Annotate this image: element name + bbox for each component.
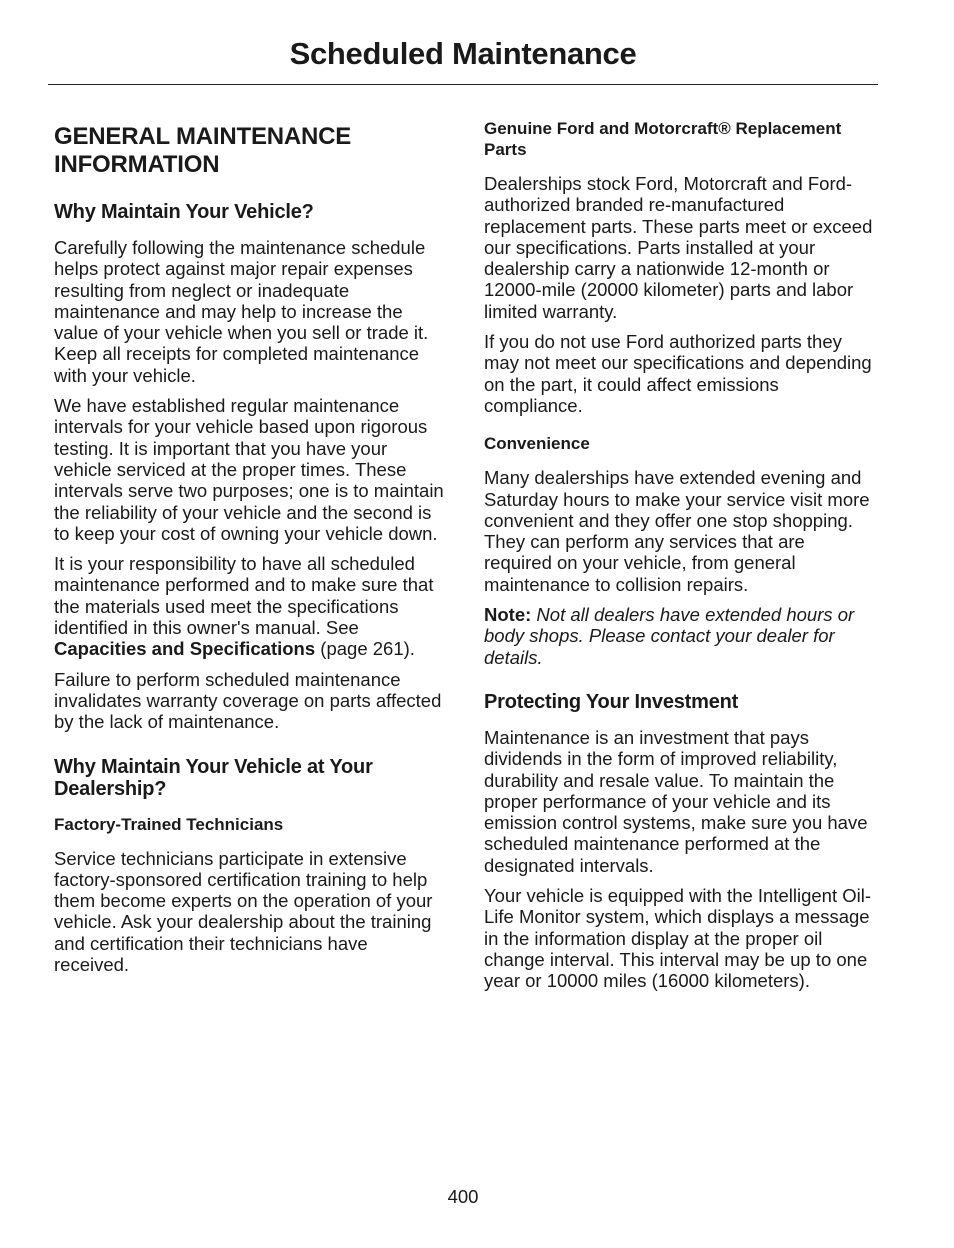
responsibility-text: It is your responsibility to have all scheduled maintenance performed and to make sure that the materials used meet the specifications identified in this owner's manual. See bbox=[54, 553, 434, 639]
why-maintain-paragraph-4: Failure to perform scheduled maintenance invalidates warranty coverage on parts affected by the lack of maintenance. bbox=[54, 668, 442, 733]
page-title: Scheduled Maintenance bbox=[289, 36, 637, 71]
note-label: Note: bbox=[484, 604, 532, 626]
page-number: 400 bbox=[447, 1186, 479, 1207]
why-maintain-heading: Why Maintain Your Vehicle? bbox=[54, 201, 314, 223]
investment-heading: Protecting Your Investment bbox=[484, 690, 739, 713]
note-paragraph bbox=[484, 604, 876, 668]
parts-heading: Genuine Ford and Motorcraft® Replacement Parts bbox=[484, 119, 842, 159]
title-divider bbox=[48, 84, 878, 85]
why-maintain-paragraph-2: We have established regular maintenance intervals for your vehicle based upon rigorous testing. It is important that you have your vehicle serviced at the proper times. These intervals serve two purposes; one is to maintain the reliability of your vehicle and the second is to keep your cost of owning your vehicle down. bbox=[54, 395, 444, 544]
left-column bbox=[54, 118, 446, 984]
why-maintain-paragraph-1: Carefully following the maintenance schedule helps protect against major repair expenses resulting from neglect or inadequate maintenance and may help to increase the value of your vehicle when you sell or trade it. Keep all receipts for completed maintenance with your vehicle. bbox=[54, 237, 429, 386]
dealership-heading: Why Maintain Your Vehicle at Your Dealership? bbox=[54, 755, 373, 800]
page-reference: (page 261). bbox=[315, 638, 415, 660]
convenience-heading: Convenience bbox=[484, 434, 590, 454]
technicians-heading: Factory-Trained Technicians bbox=[54, 814, 284, 834]
technicians-paragraph: Service technicians participate in extensive factory-sponsored certification training to help them become experts on the operation of your vehicle. Ask your dealership about the training and certification their technicians have received. bbox=[54, 847, 433, 976]
parts-paragraph-2: If you do not use Ford authorized parts they may not meet our specifications and depending on the part, it could affect emissions compliance. bbox=[484, 331, 872, 416]
note-text: Not all dealers have extended hours or body shops. Please contact your dealer for details. bbox=[484, 604, 855, 668]
why-maintain-paragraph-3 bbox=[54, 553, 446, 659]
section-title: GENERAL MAINTENANCE INFORMATION bbox=[54, 123, 352, 178]
parts-paragraph-1: Dealerships stock Ford, Motorcraft and Ford-authorized branded re-manufactured replacement parts. These parts meet or exceed our specifications. Parts installed at your dealership carry a nationwide 12-month or 12000-mile (20000 kilometer) parts and labor limited warranty. bbox=[484, 173, 873, 322]
investment-paragraph-2: Your vehicle is equipped with the Intelligent Oil-Life Monitor system, which displays a message in the information display at the proper oil change interval. This interval may be up to one year or 10000 miles (16000 kilometers). bbox=[484, 885, 872, 992]
right-column bbox=[484, 118, 876, 1001]
investment-paragraph-1: Maintenance is an investment that pays dividends in the form of improved reliability, durability and resale value. To maintain the proper performance of your vehicle and its emission control systems, make sure you have scheduled maintenance performed at the designated intervals. bbox=[484, 726, 868, 876]
convenience-paragraph: Many dealerships have extended evening and Saturday hours to make your service visit more convenient and they offer one stop shopping. They can perform any services that are required on your vehicle, from general maintenance to collision repairs. bbox=[484, 467, 870, 595]
capacities-link[interactable]: Capacities and Specifications bbox=[54, 638, 316, 660]
